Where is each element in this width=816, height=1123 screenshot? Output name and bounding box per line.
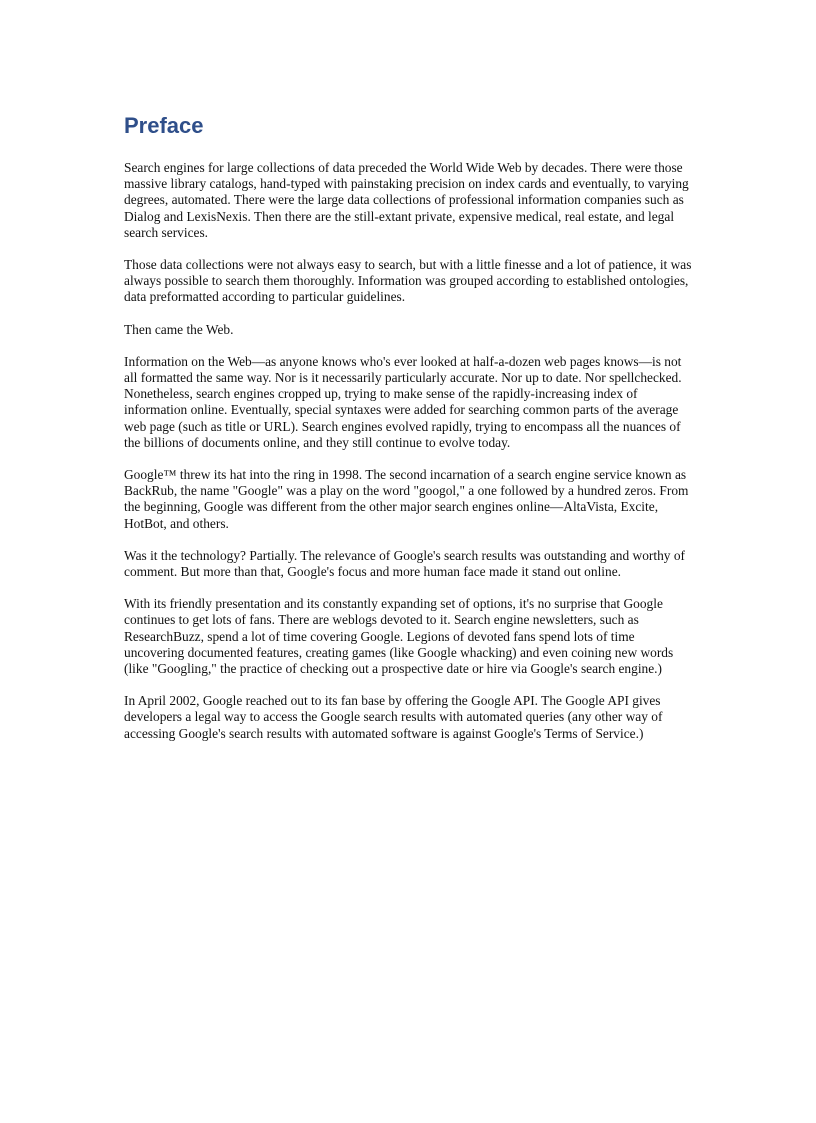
- document-body: [124, 112, 698, 758]
- page-title: Preface: [124, 113, 204, 138]
- paragraph-1: Search engines for large collections of data preceded the World Wide Web by decades. There were those massive library catalogs, hand-typed with painstaking precision on index cards and eventually, to varying degrees, automated. There were the large data collections of professional information companies such as Dialog and LexisNexis. Then there are the still-extant private, expensive medical, real estate, and legal search services.: [124, 160, 689, 240]
- paragraph-4: Information on the Web—as anyone knows who's ever looked at half-a-dozen web pages knows—is not all formatted the same way. Nor is it necessarily particularly accurate. Nor up to date. Nor spellchecked. Nonetheless, search engines cropped up, trying to make sense of the rapidly-increasing index of information online. Eventually, special syntaxes were added for searching common parts of the average web page (such as title or URL). Search engines evolved rapidly, trying to encompass all the nuances of the billions of documents online, and they still continue to evolve today.: [124, 353, 682, 450]
- paragraph-8: In April 2002, Google reached out to its fan base by offering the Google API. The Google API gives developers a legal way to access the Google search results with automated queries (any other way of accessing Google's search results with automated software is against Google's Terms of Service.): [124, 693, 663, 741]
- paragraph-5: Google™ threw its hat into the ring in 1998. The second incarnation of a search engine service known as BackRub, the name "Google" was a play on the word "googol," a one followed by a hundred zeros. From the beginning, Google was different from the other major search engines online—AltaVista, Excite, HotBot, and others.: [124, 467, 689, 531]
- paragraph-7: With its friendly presentation and its constantly expanding set of options, it's no surprise that Google continues to get lots of fans. There are weblogs devoted to it. Search engine newsletters, such as ResearchBuzz, spend a lot of time covering Google. Legions of devoted fans spend lots of time uncovering documented features, creating games (like Google whacking) and even coining new words (like "Googling," the practice of checking out a prospective date or hire via Google's search engine.): [124, 596, 674, 677]
- paragraph-2: Those data collections were not always easy to search, but with a little finesse and a lot of patience, it was always possible to search them thoroughly. Information was grouped according to established ontologies, data preformatted according to particular guidelines.: [124, 257, 692, 305]
- paragraph-3: Then came the Web.: [124, 321, 234, 337]
- paragraph-6: Was it the technology? Partially. The relevance of Google's search results was outstanding and worthy of comment. But more than that, Google's focus and more human face made it stand out online.: [124, 547, 685, 580]
